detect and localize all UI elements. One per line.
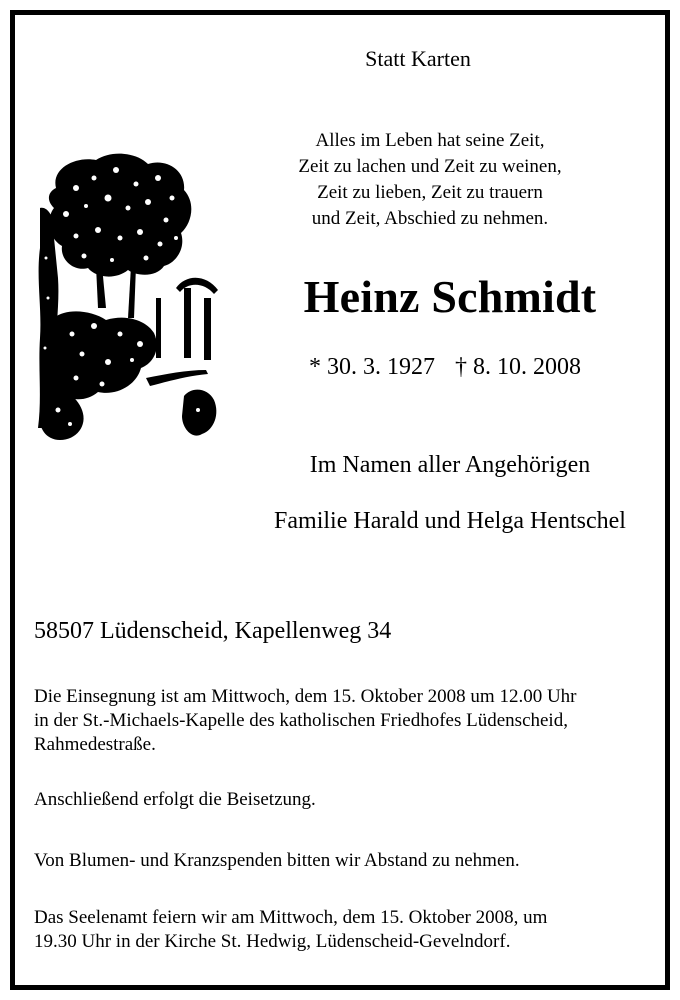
paragraph-line: 19.30 Uhr in der Kirche St. Hedwig, Lüdenscheid-Gevelndorf. — [34, 931, 511, 952]
paragraph-line: Von Blumen- und Kranzspenden bitten wir Abstand zu nehmen. — [34, 850, 520, 871]
tree-archway-illustration-icon — [36, 148, 226, 448]
paragraph-line: Die Einsegnung ist am Mittwoch, dem 15. Oktober 2008 um 12.00 Uhr — [34, 686, 577, 707]
funeral-blessing-paragraph — [34, 685, 577, 757]
flowers-paragraph — [34, 849, 520, 873]
paragraph-line: Anschließend erfolgt die Beisetzung. — [34, 789, 316, 810]
poem-line: und Zeit, Abschied zu nehmen. — [311, 208, 549, 229]
burial-paragraph — [34, 788, 316, 812]
poem-line: Zeit zu lieben, Zeit zu trauern — [317, 182, 543, 203]
life-dates — [270, 354, 620, 381]
death-date: † 8. 10. 2008 — [455, 354, 581, 380]
address: 58507 Lüdenscheid, Kapellenweg 34 — [34, 618, 392, 644]
signature-line-relatives: Im Namen aller Angehörigen — [309, 452, 591, 478]
poem-line: Zeit zu lachen und Zeit zu weinen, — [298, 156, 562, 177]
birth-date: * 30. 3. 1927 — [309, 354, 435, 380]
header-text: Statt Karten — [365, 46, 471, 71]
poem — [250, 128, 610, 232]
paragraph-line: in der St.-Michaels-Kapelle des katholischen Friedhofes Lüdenscheid, — [34, 710, 568, 731]
requiem-mass-paragraph — [34, 906, 547, 954]
deceased-name: Heinz Schmidt — [303, 271, 597, 322]
paragraph-line: Rahmedestraße. — [34, 734, 156, 755]
poem-line: Alles im Leben hat seine Zeit, — [315, 130, 545, 151]
signature-line-family: Familie Harald und Helga Hentschel — [274, 508, 626, 534]
paragraph-line: Das Seelenamt feiern wir am Mittwoch, dem 15. Oktober 2008, um — [34, 907, 548, 928]
